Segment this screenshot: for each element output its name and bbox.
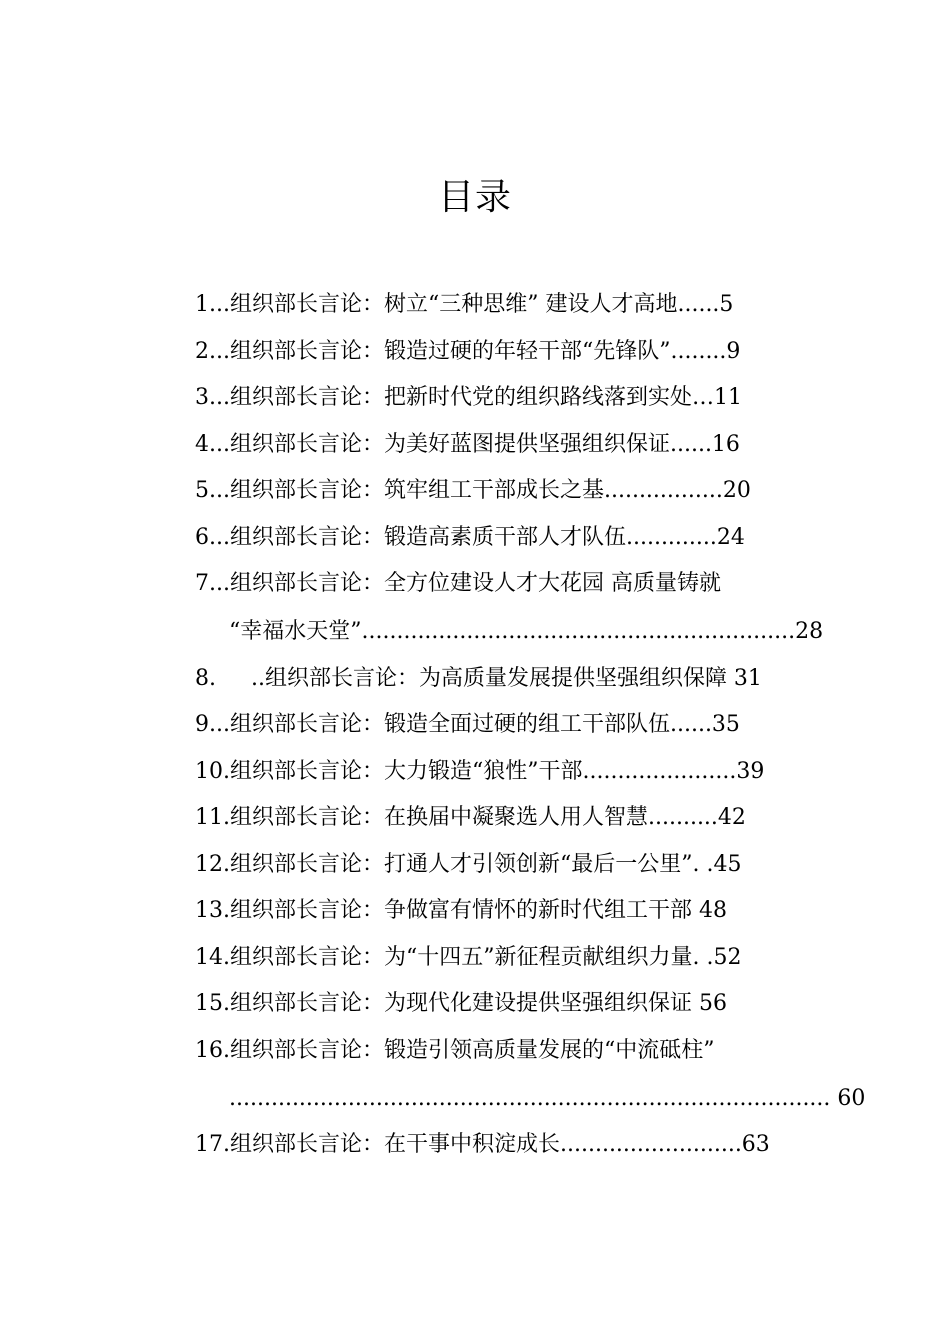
- toc-entry-text: 13.组织部长言论：争做富有情怀的新时代组工干部 48: [195, 898, 727, 923]
- toc-entry-1: [195, 282, 895, 329]
- toc-entry-text: 17.组织部长言论：在干事中积淀成长..........................63: [195, 1132, 770, 1157]
- toc-entry-text: 2...组织部长言论：锻造过硬的年轻干部“先锋队”........9: [195, 338, 741, 364]
- toc-list: [195, 282, 895, 1169]
- toc-entry-text: 3...组织部长言论：把新时代党的组织路线落到实处…11: [195, 385, 742, 410]
- toc-entry-text: 6...组织部长言论：锻造高素质干部人才队伍.............24: [195, 524, 745, 550]
- toc-entry-16-continuation: [195, 1076, 895, 1123]
- toc-entry-16: [195, 1028, 895, 1076]
- toc-title: 目录: [437, 177, 512, 218]
- toc-entry-7: [195, 561, 895, 609]
- toc-entry-text: 12.组织部长言论：打通人才引领创新“最后一公里”. .45: [195, 851, 742, 877]
- toc-entry-14: [195, 935, 895, 982]
- toc-entry-13: [195, 888, 895, 935]
- toc-entry-8: [195, 656, 895, 703]
- toc-entry-10: [195, 749, 895, 796]
- toc-entry-12: [195, 842, 895, 889]
- toc-entry-text: ...................................................................................... 60: [229, 1085, 866, 1111]
- toc-entry-text: 4...组织部长言论：为美好蓝图提供坚强组织保证......16: [195, 431, 740, 457]
- toc-entry-7-continuation: [195, 609, 895, 656]
- toc-entry-text: 14.组织部长言论：为“十四五”新征程贡献组织力量. .52: [195, 944, 742, 970]
- toc-entry-text: 16.组织部长言论：锻造引领高质量发展的“中流砥柱”: [195, 1037, 715, 1063]
- toc-entry-17: [195, 1122, 895, 1169]
- toc-entry-text: 7...组织部长言论：全方位建设人才大花园 高质量铸就: [195, 571, 721, 596]
- toc-entry-text: 8. ..组织部长言论：为高质量发展提供坚强组织保障 31: [195, 665, 762, 691]
- toc-entry-4: [195, 422, 895, 469]
- toc-entry-text: 11.组织部长言论：在换届中凝聚选人用人智慧..........42: [195, 805, 746, 830]
- toc-entry-9: [195, 702, 895, 749]
- toc-entry-15: [195, 981, 895, 1028]
- toc-entry-text: 10.组织部长言论：大力锻造“狼性”干部......................39: [195, 758, 765, 784]
- toc-entry-text: 9...组织部长言论：锻造全面过硬的组工干部队伍......35: [195, 712, 740, 737]
- toc-entry-text: “幸福水天堂”..............................................................28: [229, 619, 824, 644]
- toc-entry-2: [195, 329, 895, 376]
- toc-entry-text: 15.组织部长言论：为现代化建设提供坚强组织保证 56: [195, 991, 727, 1016]
- toc-entry-3: [195, 375, 895, 422]
- toc-entry-5: [195, 468, 895, 515]
- toc-entry-text: 1...组织部长言论：树立“三种思维” 建设人才高地......5: [195, 292, 734, 317]
- toc-entry-text: 5...组织部长言论：筑牢组工干部成长之基.................20: [195, 478, 751, 503]
- toc-entry-11: [195, 795, 895, 842]
- toc-entry-6: [195, 515, 895, 562]
